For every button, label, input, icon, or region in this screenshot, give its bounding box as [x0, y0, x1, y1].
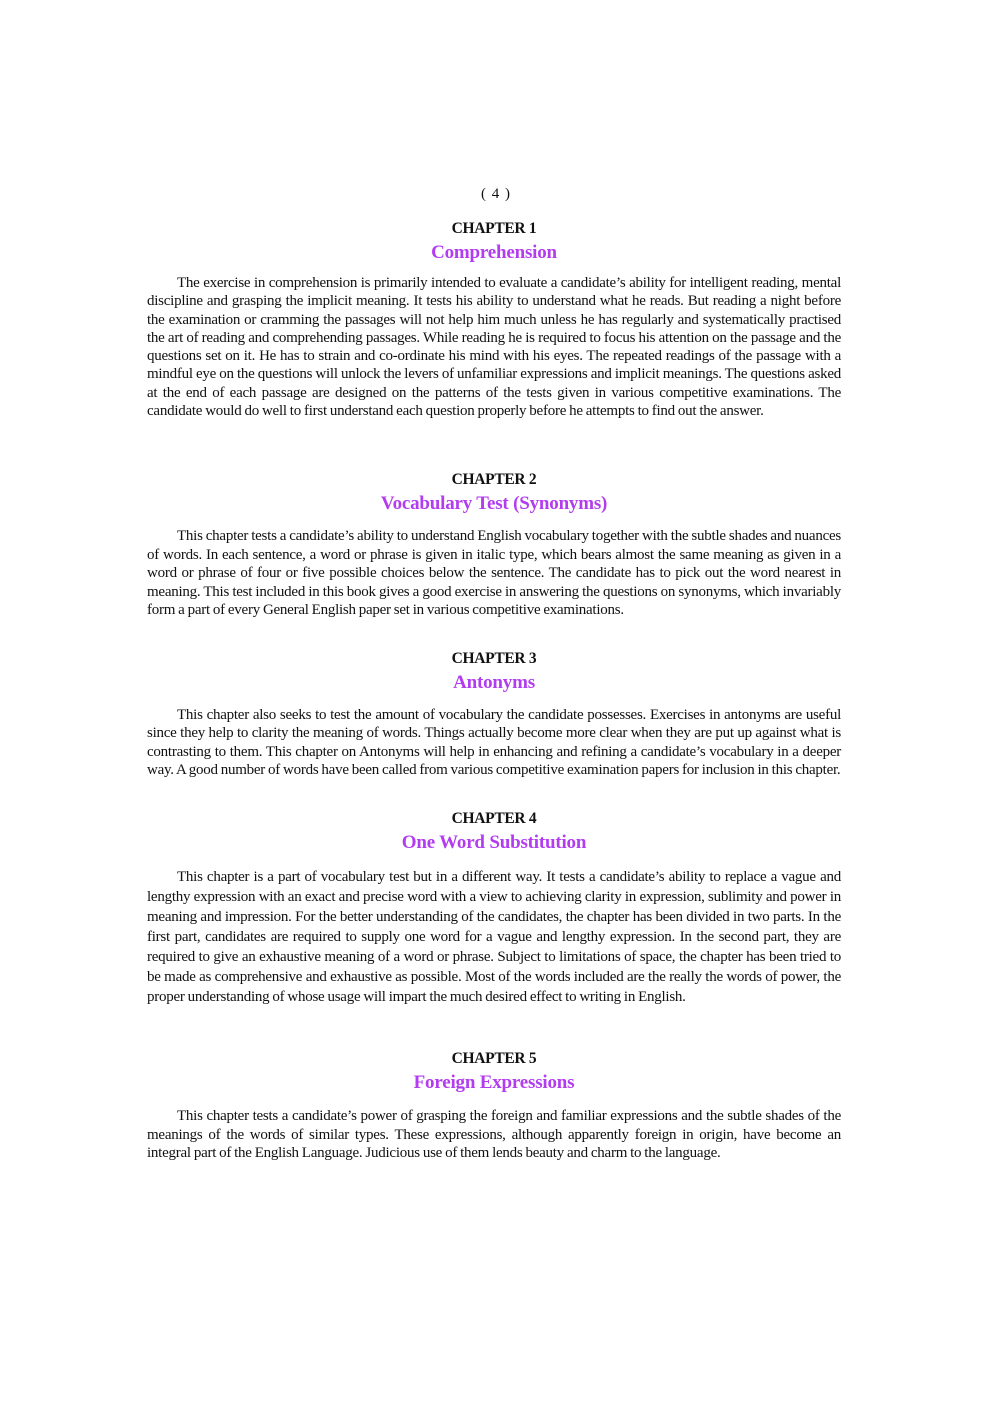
chapter-title: Foreign Expressions	[413, 1072, 575, 1093]
chapter-label: CHAPTER 3	[451, 650, 537, 667]
chapter-title: One Word Substitution	[401, 832, 587, 853]
chapter-title: Vocabulary Test (Synonyms)	[380, 493, 608, 514]
chapter-label: CHAPTER 1	[451, 220, 537, 237]
chapter-title: Comprehension	[431, 242, 557, 263]
chapter-description: This chapter also seeks to test the amount of vocabulary the candidate possesses. Exercises in antonyms are useful since they help to clarity the meaning of words. Things actually become more clear when they are put up against what is contrasting to them. This chapter on Antonyms will help in enhancing and refining a candidate’s vocabulary in a deeper way. A good number of words have been called from various competitive examination papers for inclusion in this chapter.	[147, 707, 841, 779]
chapter-label: CHAPTER 5	[451, 1050, 537, 1067]
chapter-1-section	[147, 218, 841, 420]
chapter-label: CHAPTER 4	[451, 810, 537, 827]
chapter-title: Antonyms	[453, 672, 535, 693]
chapter-3-section	[147, 648, 841, 780]
chapter-description: This chapter tests a candidate’s power of grasping the foreign and familiar expressions and the subtle shades of the meanings of the words of similar types. These expressions, although apparently foreign in origin, have become an integral part of the English Language. Judicious use of them lends beauty and charm to the language.	[147, 1108, 841, 1162]
chapter-4-section	[147, 808, 841, 1007]
chapter-description: This chapter is a part of vocabulary test but in a different way. It tests a candidate’s ability to replace a vague and lengthy expression with an exact and precise word with a view to achieving clarity in expression, sublimity and power in meaning and impression. For the better understanding of the candidates, the chapter has been divided in two parts. In the first part, candidates are required to supply one word for a vague and lengthy expression. In the second part, they are required to give an exhaustive meaning of a word or phrase. Subject to limitations of space, the chapter has been tried to be made as comprehensive and exhaustive as possible. Most of the words included are the really the words of power, the proper understanding of whose usage will impart the much desired effect to writing in English.	[147, 869, 841, 1005]
page-number: ( 4 )	[481, 186, 511, 202]
chapter-5-section	[147, 1048, 841, 1163]
chapter-2-section	[147, 469, 841, 620]
chapter-description: The exercise in comprehension is primarily intended to evaluate a candidate’s ability for intelligent reading, mental discipline and grasping the implicit meaning. It tests his ability to understand what he reads. But reading a night before the examination or cramming the passages will not help him much unless he has regularly and systematically practised the art of reading and comprehending passages. While reading he is required to focus his attention on the passage and the questions set on it. He has to strain and co-ordinate his mind with his eyes. The repeated readings of the passage with a mindful eye on the questions will unlock the levers of unfamiliar expressions and implicit meanings. The questions asked at the end of each passage are designed on the patterns of the tests given in various competitive examinations. The candidate would do well to first understand each question properly before he attempts to find out the answer.	[147, 275, 841, 420]
chapter-label: CHAPTER 2	[451, 471, 537, 488]
chapter-description: This chapter tests a candidate’s ability to understand English vocabulary together with the subtle shades and nuances of words. In each sentence, a word or phrase is given in italic type, which bears almost the same meaning as given in a word or phrase of four or five possible choices below the sentence. The candidate has to pick out the word nearest in meaning. This test included in this book gives a good exercise in answering the questions on synonyms, which invariably form a part of every General English paper set in various competitive examinations.	[147, 528, 841, 619]
